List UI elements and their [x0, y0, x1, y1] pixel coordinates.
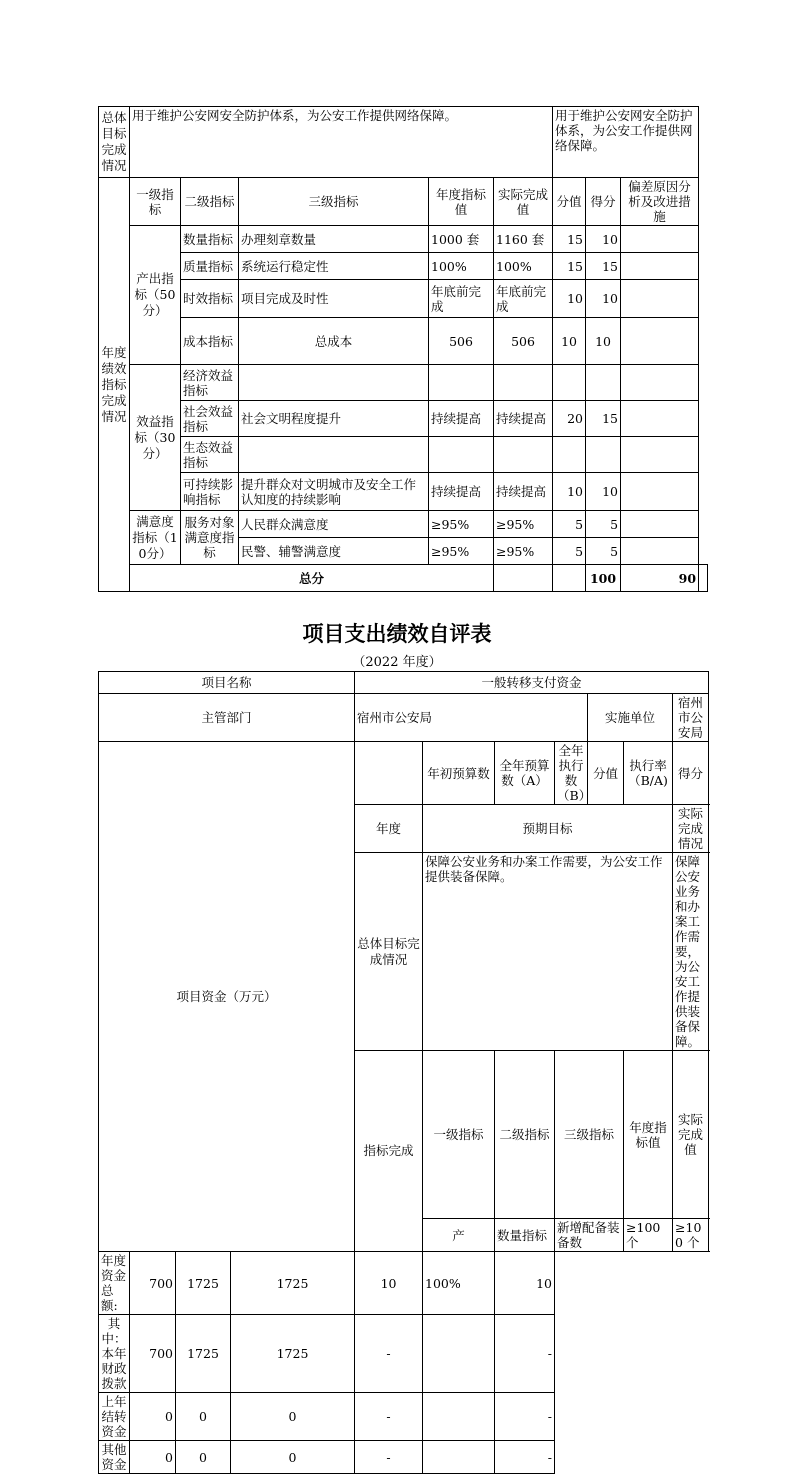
header-score: 分值 — [588, 742, 624, 805]
target-cell — [429, 437, 494, 473]
got-cell: 10 — [586, 473, 621, 511]
fund-score: - — [355, 1315, 423, 1393]
fund-rate — [423, 1393, 495, 1441]
total-note-cell — [699, 565, 708, 592]
fund-exec: 1725 — [231, 1315, 355, 1393]
actual-completion-header: 实际完成情况 — [673, 805, 709, 853]
actual-cell: ≥95% — [494, 538, 553, 565]
header-level1: 一级指标 — [130, 178, 181, 226]
level1-cell: 产 — [423, 1219, 495, 1252]
actual-cell: 100% — [494, 253, 553, 280]
goal-year-label: 年度 — [355, 805, 423, 853]
fund-got: - — [495, 1315, 555, 1393]
actual-cell: 年底前完成 — [494, 280, 553, 318]
goal-expected-text: 用于维护公安网安全防护体系，为公安工作提供网络保障。 — [130, 107, 553, 178]
score-cell — [553, 365, 586, 401]
level3-cell — [239, 365, 429, 401]
note-cell — [621, 437, 699, 473]
header-level2: 二级指标 — [495, 1051, 555, 1219]
fund-initial: 0 — [130, 1393, 176, 1441]
header-score: 分值 — [553, 178, 586, 226]
target-cell: ≥95% — [429, 538, 494, 565]
level2-cell: 生态效益指标 — [181, 437, 239, 473]
fund-score: 10 — [355, 1252, 423, 1315]
note-cell — [621, 226, 699, 253]
actual-cell: 506 — [494, 318, 553, 365]
level2-cell: 社会效益指标 — [181, 401, 239, 437]
level2-cell: 经济效益指标 — [181, 365, 239, 401]
fund-got: - — [495, 1441, 555, 1474]
year-subtitle: （2022 年度） — [352, 655, 442, 670]
got-cell: 15 — [586, 401, 621, 437]
fund-row-label: 其中：本年财政拨款 — [99, 1315, 130, 1393]
score-cell: 5 — [553, 538, 586, 565]
score-cell: 5 — [553, 511, 586, 538]
level3-cell: 民警、辅警满意度 — [239, 538, 429, 565]
impl-label: 实施单位 — [588, 694, 673, 742]
header-actual: 实际完成值 — [673, 1051, 709, 1219]
target-cell: ≥95% — [429, 511, 494, 538]
goal-expected-text: 保障公安业务和办案工作需要，为公安工作提供装备保障。 — [423, 853, 673, 1051]
level3-cell: 提升群众对文明城市及安全工作认知度的持续影响 — [239, 473, 429, 511]
fund-exec: 0 — [231, 1393, 355, 1441]
fund-score: - — [355, 1393, 423, 1441]
score-cell: 10 — [553, 280, 586, 318]
actual-cell — [494, 437, 553, 473]
overall-goal-label: 总体目标完成情况 — [355, 853, 423, 1051]
fund-rate — [423, 1441, 495, 1474]
note-cell — [621, 318, 699, 365]
header-target: 年度指标值 — [624, 1051, 673, 1219]
fund-score: - — [355, 1441, 423, 1474]
header-initial-budget: 年初预算数 — [423, 742, 495, 805]
dept-value: 宿州市公安局 — [355, 694, 588, 742]
score-cell: 15 — [553, 253, 586, 280]
level3-cell: 项目完成及时性 — [239, 280, 429, 318]
level3-cell: 系统运行稳定性 — [239, 253, 429, 280]
note-cell — [621, 538, 699, 565]
target-cell: 100% — [429, 253, 494, 280]
got-cell: 5 — [586, 511, 621, 538]
performance-table-continued — [98, 106, 708, 592]
got-cell: 5 — [586, 538, 621, 565]
note-cell — [621, 473, 699, 511]
header-annual-budget: 全年预算数（A） — [495, 742, 555, 805]
level3-cell — [239, 437, 429, 473]
level3-cell: 总成本 — [239, 318, 429, 365]
score-cell: 20 — [553, 401, 586, 437]
target-cell: 持续提高 — [429, 401, 494, 437]
got-cell: 15 — [586, 253, 621, 280]
level2-cell: 服务对象满意度指标 — [181, 511, 239, 565]
level2-cell: 成本指标 — [181, 318, 239, 365]
fund-got: - — [495, 1393, 555, 1441]
fund-budget: 1725 — [176, 1315, 231, 1393]
fund-initial: 700 — [130, 1252, 176, 1315]
got-cell: 10 — [586, 226, 621, 253]
header-annual-exec: 全年执行数（B） — [555, 742, 588, 805]
score-cell — [553, 437, 586, 473]
impl-value: 宿州市公安局 — [673, 694, 709, 742]
target-cell: 持续提高 — [429, 473, 494, 511]
total-got: 90 — [621, 565, 699, 592]
fund-got: 10 — [495, 1252, 555, 1315]
fund-row-label: 上年结转资金 — [99, 1393, 130, 1441]
header-got: 得分 — [673, 742, 709, 805]
fund-budget: 0 — [176, 1441, 231, 1474]
satisfaction-indicator-label: 满意度指标（10分） — [130, 511, 181, 565]
header-actual: 实际完成值 — [494, 178, 553, 226]
fund-row-label: 年度资金总额: — [99, 1252, 130, 1315]
target-cell: 506 — [429, 318, 494, 365]
header-level2: 二级指标 — [181, 178, 239, 226]
got-cell — [586, 365, 621, 401]
expected-goal-header: 预期目标 — [423, 805, 673, 853]
target-cell: 年底前完成 — [429, 280, 494, 318]
header-exec-rate: 执行率（B/A) — [624, 742, 673, 805]
target-cell: ≥100 个 — [624, 1219, 673, 1252]
got-cell — [586, 437, 621, 473]
fund-initial: 700 — [130, 1315, 176, 1393]
output-indicator-label: 产出指标（50分） — [130, 226, 181, 365]
actual-cell: ≥100 个 — [673, 1219, 709, 1252]
note-cell — [621, 511, 699, 538]
note-cell — [621, 365, 699, 401]
note-cell — [621, 401, 699, 437]
fund-rate: 100% — [423, 1252, 495, 1315]
actual-cell: ≥95% — [494, 511, 553, 538]
overall-goal-label: 总体目标完成情况 — [99, 107, 130, 178]
total-actual-cell — [553, 565, 586, 592]
project-self-evaluation-table — [98, 671, 709, 1474]
benefit-indicator-label: 效益指标（30分） — [130, 365, 181, 511]
header-level3: 三级指标 — [239, 178, 429, 226]
note-cell — [621, 253, 699, 280]
total-score: 100 — [586, 565, 621, 592]
target-cell — [429, 365, 494, 401]
fund-exec: 1725 — [231, 1252, 355, 1315]
level2-cell: 质量指标 — [181, 253, 239, 280]
fund-budget: 0 — [176, 1393, 231, 1441]
level3-cell: 社会文明程度提升 — [239, 401, 429, 437]
goal-actual-text: 保障公安业务和办案工作需要，为公安工作提供装备保障。 — [673, 853, 709, 1051]
note-cell — [621, 280, 699, 318]
level3-cell: 人民群众满意度 — [239, 511, 429, 538]
actual-cell — [494, 365, 553, 401]
goal-actual-text: 用于维护公安网安全防护体系，为公安工作提供网络保障。 — [553, 107, 699, 178]
annual-indicator-section-label: 年度绩效指标完成情况 — [99, 178, 130, 592]
level3-cell: 新增配备装备数 — [555, 1219, 624, 1252]
fund-label: 项目资金（万元） — [99, 742, 355, 1252]
header-got: 得分 — [586, 178, 621, 226]
actual-cell: 持续提高 — [494, 473, 553, 511]
project-name-value: 一般转移支付资金 — [355, 672, 709, 694]
level2-cell: 数量指标 — [181, 226, 239, 253]
header-note: 偏差原因分析及改进措施 — [621, 178, 699, 226]
actual-cell: 持续提高 — [494, 401, 553, 437]
level2-cell: 数量指标 — [495, 1219, 555, 1252]
total-label: 总分 — [130, 565, 494, 592]
score-cell: 15 — [553, 226, 586, 253]
header-level1: 一级指标 — [423, 1051, 495, 1219]
score-cell: 10 — [553, 473, 586, 511]
fund-initial: 0 — [130, 1441, 176, 1474]
actual-cell: 1160 套 — [494, 226, 553, 253]
project-name-label: 项目名称 — [99, 672, 355, 694]
fund-row-label: 其他资金 — [99, 1441, 130, 1474]
got-cell: 10 — [586, 318, 621, 365]
page-title: 项目支出绩效自评表 — [302, 622, 492, 646]
got-cell: 10 — [586, 280, 621, 318]
header-level3: 三级指标 — [555, 1051, 624, 1219]
total-target-cell — [494, 565, 553, 592]
target-cell: 1000 套 — [429, 226, 494, 253]
header-target: 年度指标值 — [429, 178, 494, 226]
indicator-section-label: 指标完成 — [355, 1051, 423, 1252]
fund-budget: 1725 — [176, 1252, 231, 1315]
level2-cell: 时效指标 — [181, 280, 239, 318]
score-cell: 10 — [553, 318, 586, 365]
level2-cell: 可持续影响指标 — [181, 473, 239, 511]
fund-exec: 0 — [231, 1441, 355, 1474]
fund-header-blank — [355, 742, 423, 805]
fund-rate — [423, 1315, 495, 1393]
level3-cell: 办理刻章数量 — [239, 226, 429, 253]
dept-label: 主管部门 — [99, 694, 355, 742]
